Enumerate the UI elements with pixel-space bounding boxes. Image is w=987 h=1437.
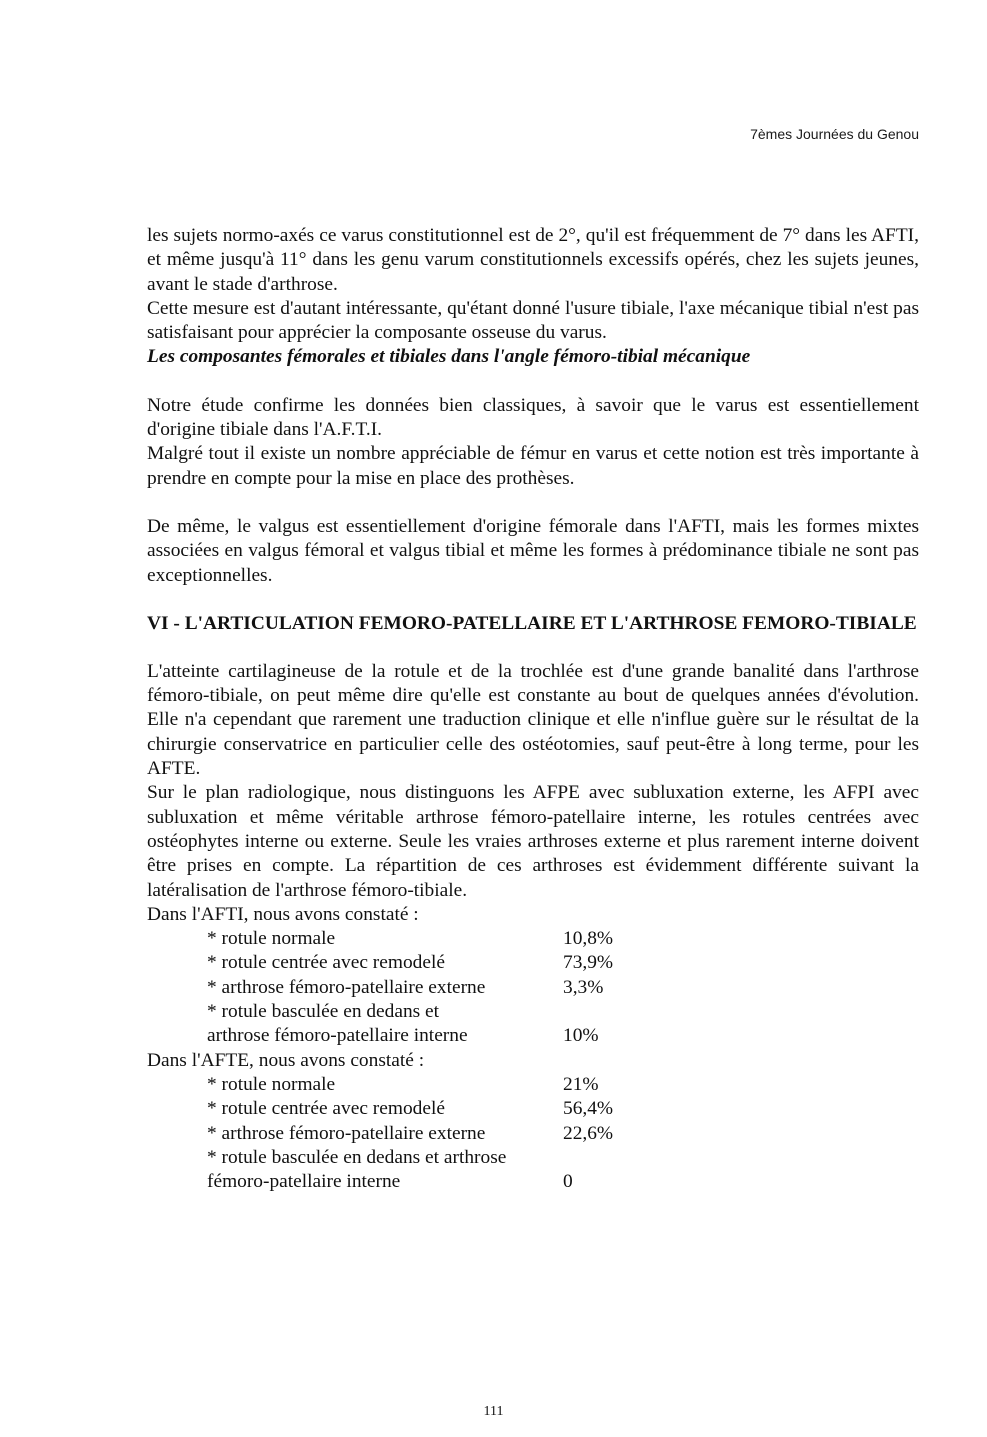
subsection-title: Les composantes fémorales et tibiales dans l'angle fémoro-tibial mécanique xyxy=(147,346,751,368)
list-item xyxy=(147,1024,919,1048)
list-item xyxy=(147,1170,919,1194)
afti-list xyxy=(147,903,919,1049)
item-label: fémoro-patellaire interne xyxy=(207,1171,401,1193)
list-item xyxy=(147,1097,919,1121)
afte-intro: Dans l'AFTE, nous avons constaté : xyxy=(147,1049,425,1071)
page-body xyxy=(147,224,919,1194)
item-value: 22,6% xyxy=(563,1122,614,1144)
item-label: * rotule basculée en dedans et xyxy=(207,1001,440,1023)
list-item xyxy=(147,1073,919,1097)
running-header: 7èmes Journées du Genou xyxy=(750,126,919,142)
item-label: * rotule basculée en dedans et arthrose xyxy=(207,1146,507,1168)
paragraph-atteinte: L'atteinte cartilagineuse de la rotule et de la trochlée est d'une grande banalité dans l'arthrose fémoro-tibiale, on peut même dire qu'elle est constante au bout de quelques années d'évolution. Elle n'a cependant que rarement une traduction clinique et elle n'influe guère sur le résultat de la chirurgie conservatrice en particulier celle des ostéotomies, sauf peut-être à long terme, pour les AFTE. xyxy=(147,660,919,780)
paragraph-malgre: Malgré tout il existe un nombre appréciable de fémur en varus et cette notion est très importante à prendre en compte pour la mise en place des prothèses. xyxy=(147,443,919,489)
paragraph-etude: Notre étude confirme les données bien classiques, à savoir que le varus est essentiellement d'origine tibiale dans l'A.F.T.I. xyxy=(147,394,919,441)
item-label: arthrose fémoro-patellaire interne xyxy=(207,1025,468,1047)
item-value: 10,8% xyxy=(563,928,614,950)
item-label: * rotule centrée avec remodelé xyxy=(207,1098,445,1120)
item-value: 73,9% xyxy=(563,952,614,974)
list-item xyxy=(147,1122,919,1146)
afti-intro: Dans l'AFTI, nous avons constaté : xyxy=(147,903,419,925)
item-label: * rotule centrée avec remodelé xyxy=(207,952,445,974)
list-item xyxy=(147,927,919,951)
list-item xyxy=(147,976,919,1000)
item-value: 0 xyxy=(563,1171,573,1193)
item-label: * arthrose fémoro-patellaire externe xyxy=(207,1122,486,1144)
item-value: 21% xyxy=(563,1073,599,1095)
page-number: 111 xyxy=(483,1404,504,1419)
item-value: 3,3% xyxy=(563,976,604,998)
list-item xyxy=(147,951,919,975)
paragraph-valgus: De même, le valgus est essentiellement d'origine fémorale dans l'AFTI, mais les formes mixtes associées en valgus fémoral et valgus tibial et même les formes à prédominance tibiale ne sont pas exceptionnelles. xyxy=(147,515,919,586)
item-value: 56,4% xyxy=(563,1098,614,1120)
list-item xyxy=(147,1146,919,1170)
paragraph-mesure: Cette mesure est d'autant intéressante, qu'étant donné l'usure tibiale, l'axe mécanique tibial n'est pas satisfaisant pour apprécier la composante osseuse du varus. xyxy=(147,297,919,344)
item-label: * rotule normale xyxy=(207,928,336,950)
afte-list xyxy=(147,1049,919,1195)
item-value: 10% xyxy=(563,1025,599,1047)
paragraph-varus: les sujets normo-axés ce varus constitutionnel est de 2°, qu'il est fréquemment de 7° dans les AFTI, et même jusqu'à 11° dans les genu varum constitutionnels excessifs opérés, chez les sujets jeunes, avant le stade d'arthrose. xyxy=(147,225,919,295)
paragraph-radiologique: Sur le plan radiologique, nous distinguons les AFPE avec subluxation externe, les AFPI avec subluxation et même véritable arthrose fémoro-patellaire interne, les rotules centrées avec ostéophytes interne ou externe. Seule les vraies arthroses externe et plus rarement interne doivent être prises en compte. La répartition de ces arthroses est évidemment différente suivant la latéralisation de l'arthrose fémoro-tibiale. xyxy=(147,782,919,901)
item-label: * rotule normale xyxy=(207,1073,336,1095)
item-label: * arthrose fémoro-patellaire externe xyxy=(207,976,486,998)
list-item xyxy=(147,1000,919,1024)
section-title: VI - L'ARTICULATION FEMORO-PATELLAIRE ET L'ARTHROSE FEMORO-TIBIALE xyxy=(147,612,917,634)
